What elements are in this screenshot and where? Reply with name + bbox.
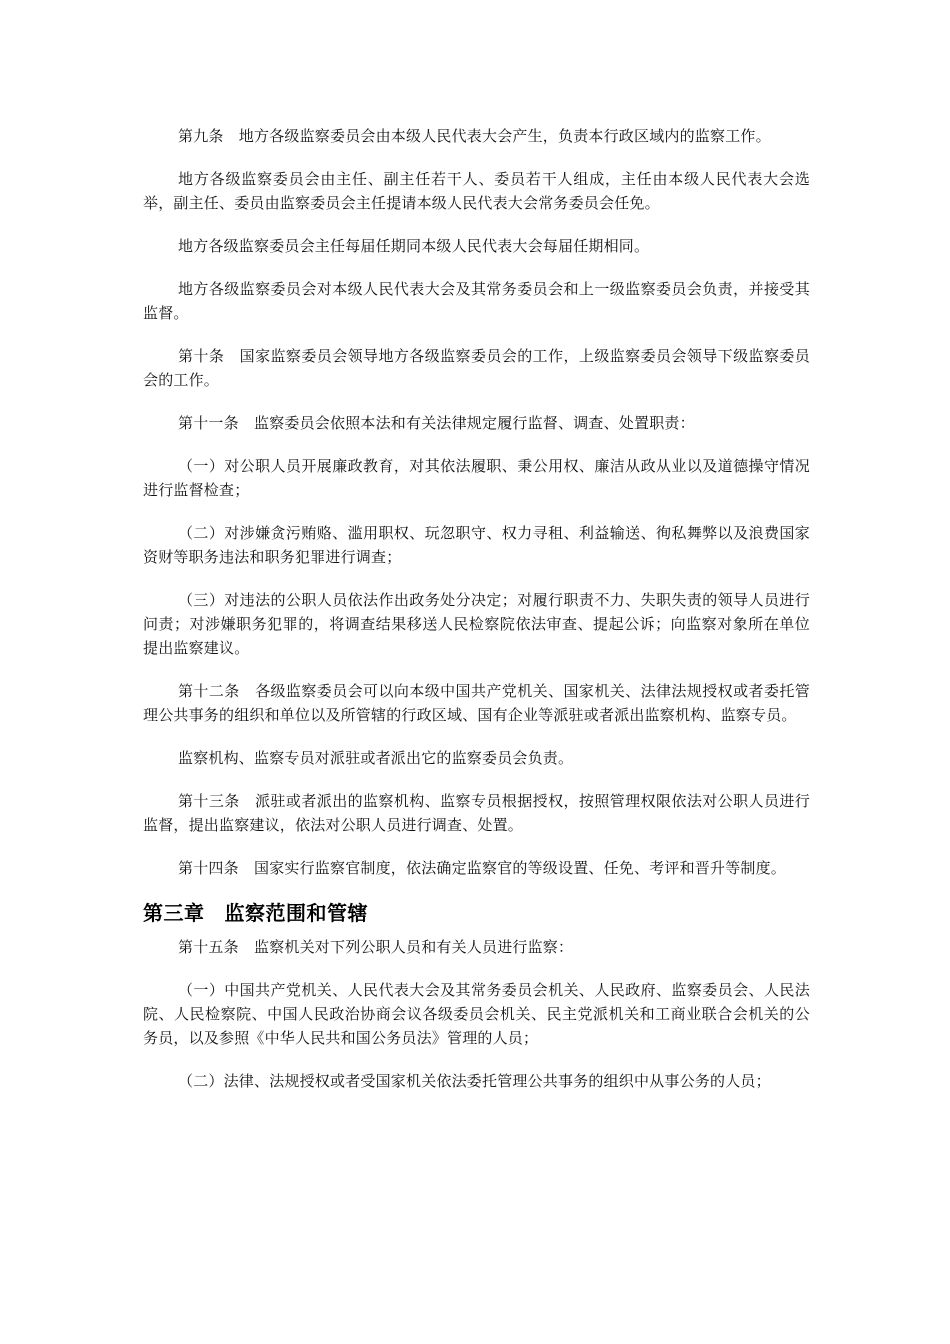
article-11-item-2: （二）对涉嫌贪污贿赂、滥用职权、玩忽职守、权力寻租、利益输送、徇私舞弊以及浪费国家资财等职务违法和职务犯罪进行调查； [143, 524, 810, 566]
article-9-clause-3: 地方各级监察委员会主任每届任期同本级人民代表大会每届任期相同。 [178, 237, 650, 255]
article-15-item-1: （一）中国共产党机关、人民代表大会及其常务委员会机关、人民政府、监察委员会、人民法院、人民检察院、中国人民政治协商会议各级委员会机关、民主党派机关和工商业联合会机关的公务员，以及参照《中华人民共和国公务员法》管理的人员； [143, 981, 810, 1047]
article-9-clause-2: 地方各级监察委员会由主任、副主任若干人、委员若干人组成，主任由本级人民代表大会选举，副主任、委员由监察委员会主任提请本级人民代表大会常务委员会任免。 [143, 170, 810, 212]
article-12-clause-2: 监察机构、监察专员对派驻或者派出它的监察委员会负责。 [178, 749, 574, 767]
article-11-item-1: （一）对公职人员开展廉政教育，对其依法履职、秉公用权、廉洁从政从业以及道德操守情况进行监督检查； [143, 457, 810, 499]
article-13: 第十三条 派驻或者派出的监察机构、监察专员根据授权，按照管理权限依法对公职人员进行监督，提出监察建议，依法对公职人员进行调查、处置。 [143, 792, 810, 834]
article-10: 第十条 国家监察委员会领导地方各级监察委员会的工作，上级监察委员会领导下级监察委员会的工作。 [143, 347, 810, 389]
chapter-number: 第三章 [143, 901, 205, 925]
document-page [143, 124, 810, 1112]
article-11-item-3: （三）对违法的公职人员依法作出政务处分决定；对履行职责不力、失职失责的领导人员进行问责；对涉嫌职务犯罪的，将调查结果移送人民检察院依法审查、提起公诉；向监察对象所在单位提出监察建议。 [143, 591, 810, 657]
chapter-title: 监察范围和管辖 [224, 901, 368, 925]
article-15: 第十五条 监察机关对下列公职人员和有关人员进行监察： [178, 938, 574, 956]
article-15-item-2: （二）法律、法规授权或者受国家机关依法委托管理公共事务的组织中从事公务的人员； [178, 1072, 771, 1090]
article-9: 第九条 地方各级监察委员会由本级人民代表大会产生，负责本行政区域内的监察工作。 [178, 127, 771, 145]
article-9-clause-4: 地方各级监察委员会对本级人民代表大会及其常务委员会和上一级监察委员会负责，并接受其监督。 [143, 280, 810, 322]
article-11: 第十一条 监察委员会依照本法和有关法律规定履行监督、调查、处置职责： [178, 414, 695, 432]
article-14: 第十四条 国家实行监察官制度，依法确定监察官的等级设置、任免、考评和晋升等制度。 [178, 859, 787, 877]
article-12: 第十二条 各级监察委员会可以向本级中国共产党机关、国家机关、法律法规授权或者委托管理公共事务的组织和单位以及所管辖的行政区域、国有企业等派驻或者派出监察机构、监察专员。 [143, 682, 810, 724]
chapter-heading [143, 899, 810, 927]
